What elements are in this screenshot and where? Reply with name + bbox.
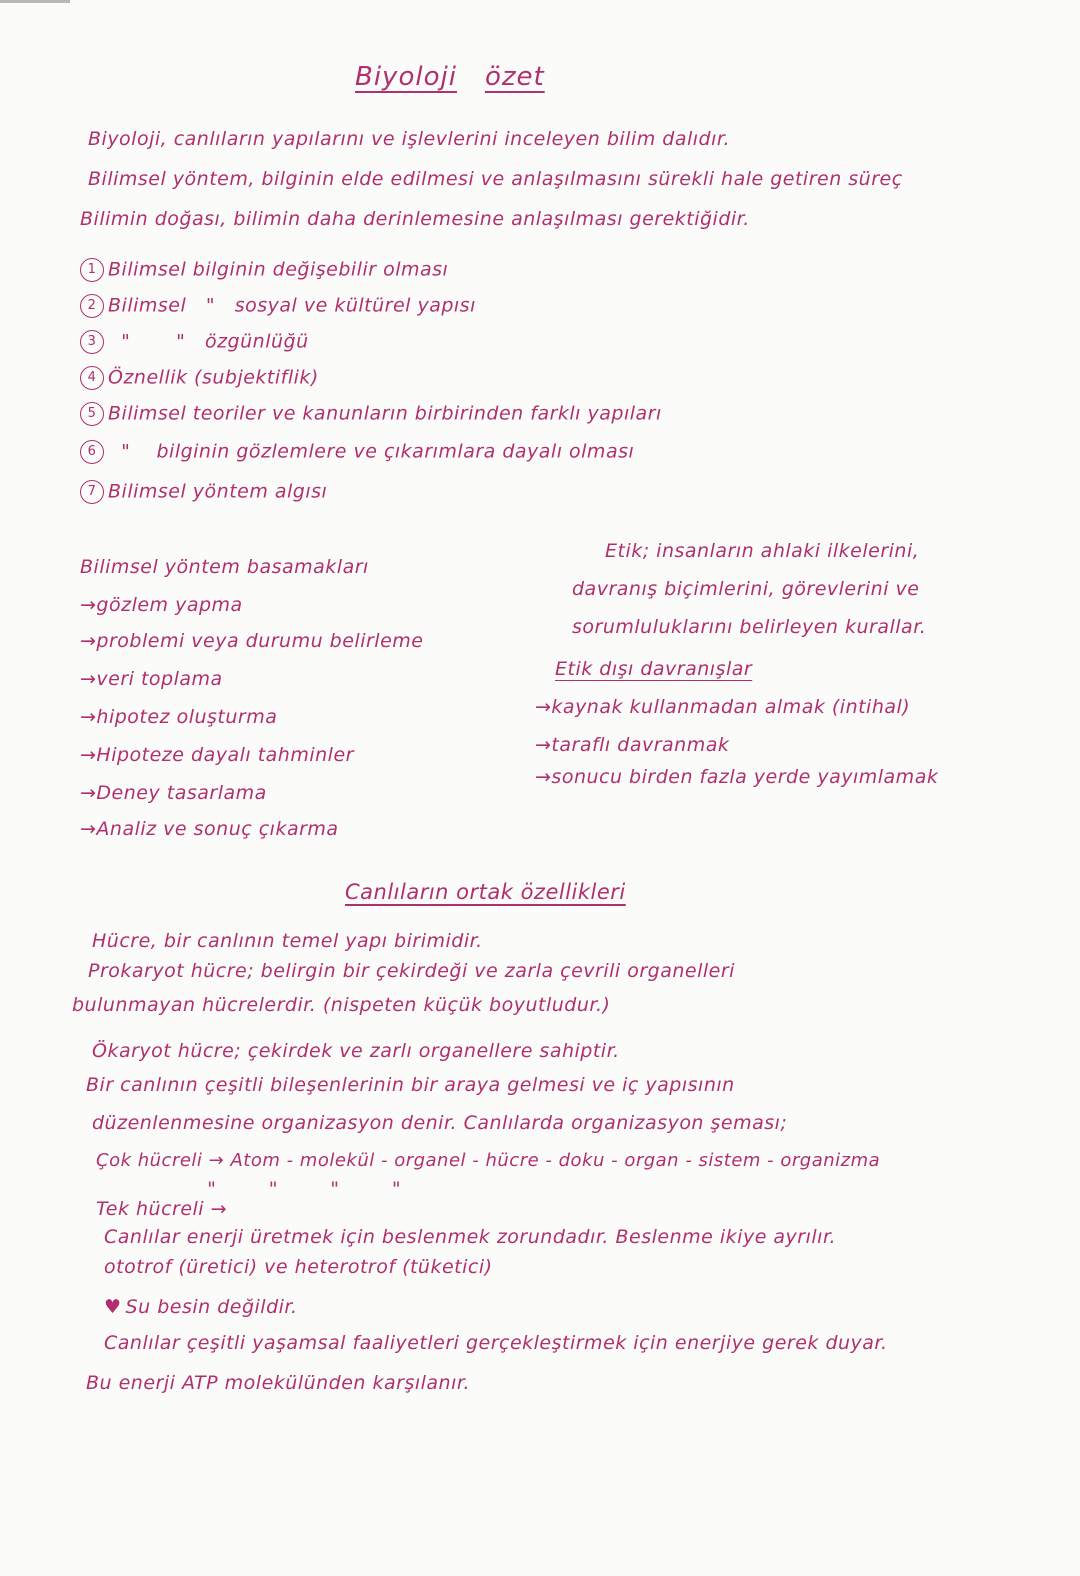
common-line: düzenlenmesine organizasyon denir. Canlılarda organizasyon şeması; xyxy=(92,1112,788,1134)
common-line: Çok hücreli → Atom - molekül - organel - hücre - doku - organ - sistem - organizma xyxy=(96,1150,881,1171)
paper-edge-mark xyxy=(0,0,70,3)
common-line: Canlılar çeşitli yaşamsal faaliyetleri gerçekleştirmek için enerjiye gerek duyar. xyxy=(104,1332,888,1354)
common-line: Tek hücreli → xyxy=(96,1198,228,1220)
step-item: →Analiz ve sonuç çıkarma xyxy=(80,818,339,840)
number-badge: 5 xyxy=(80,402,104,426)
step-item: →veri toplama xyxy=(80,668,223,690)
steps-heading: Bilimsel yöntem basamakları xyxy=(80,556,369,578)
ethics-definition: davranış biçimlerini, görevlerini ve xyxy=(572,578,920,600)
numbered-item-text: Öznellik (subjektiflik) xyxy=(108,366,319,389)
numbered-item xyxy=(80,480,327,504)
number-badge: 4 xyxy=(80,366,104,390)
ethics-heading: Etik dışı davranışlar xyxy=(555,658,753,680)
common-line: Prokaryot hücre; belirgin bir çekirdeği ve zarla çevrili organelleri xyxy=(88,960,735,982)
numbered-item xyxy=(80,258,448,282)
numbered-item xyxy=(80,402,662,426)
common-line: Hücre, bir canlının temel yapı birimidir. xyxy=(92,930,483,952)
numbered-item xyxy=(80,440,634,464)
common-line: bulunmayan hücrelerdir. (nispeten küçük boyutludur.) xyxy=(72,994,611,1016)
common-line xyxy=(104,1296,298,1318)
numbered-item xyxy=(80,294,476,318)
numbered-item-text: Bilimsel yöntem algısı xyxy=(108,480,328,503)
common-line-text: Su besin değildir. xyxy=(125,1296,298,1318)
ethics-item: →kaynak kullanmadan almak (intihal) xyxy=(535,696,911,718)
step-item: →gözlem yapma xyxy=(80,594,243,616)
numbered-item xyxy=(80,366,319,390)
numbered-item-text: " bilginin gözlemlere ve çıkarımlara dayalı olması xyxy=(108,440,635,463)
number-badge: 6 xyxy=(80,440,104,464)
intro-line: Bilimin doğası, bilimin daha derinlemesine anlaşılması gerektiğidir. xyxy=(80,208,750,230)
numbered-item-text: " " özgünlüğü xyxy=(108,330,309,353)
number-badge: 7 xyxy=(80,480,104,504)
title-word-1: Biyoloji xyxy=(355,62,457,92)
common-line: Bir canlının çeşitli bileşenlerinin bir araya gelmesi ve iç yapısının xyxy=(86,1074,735,1096)
step-item: →hipotez oluşturma xyxy=(80,706,278,728)
number-badge: 3 xyxy=(80,330,104,354)
intro-line: Biyoloji, canlıların yapılarını ve işlevlerini inceleyen bilim dalıdır. xyxy=(88,128,730,150)
common-line: Bu enerji ATP molekülünden karşılanır. xyxy=(86,1372,470,1394)
common-line: " " " " xyxy=(96,1178,402,1200)
ethics-item: →taraflı davranmak xyxy=(535,734,730,756)
step-item: →problemi veya durumu belirleme xyxy=(80,630,424,652)
ethics-definition: Etik; insanların ahlaki ilkelerini, xyxy=(605,540,920,562)
step-item: →Deney tasarlama xyxy=(80,782,267,804)
numbered-item xyxy=(80,330,309,354)
intro-line: Bilimsel yöntem, bilginin elde edilmesi ve anlaşılmasını sürekli hale getiren süreç xyxy=(88,168,903,190)
step-item: →Hipoteze dayalı tahminler xyxy=(80,744,354,766)
common-line: ototrof (üretici) ve heterotrof (tüketici) xyxy=(104,1256,493,1278)
ethics-definition: sorumluluklarını belirleyen kurallar. xyxy=(572,616,927,638)
page-title xyxy=(355,62,573,92)
numbered-item-text: Bilimsel bilginin değişebilir olması xyxy=(108,258,449,281)
heart-icon: ♥ xyxy=(104,1296,122,1318)
number-badge: 1 xyxy=(80,258,104,282)
common-line: Ökaryot hücre; çekirdek ve zarlı organellere sahiptir. xyxy=(92,1040,620,1062)
numbered-item-text: Bilimsel teoriler ve kanunların birbirinden farklı yapıları xyxy=(108,402,662,425)
common-line: Canlılar enerji üretmek için beslenmek zorundadır. Beslenme ikiye ayrılır. xyxy=(104,1226,837,1248)
number-badge: 2 xyxy=(80,294,104,318)
ethics-item: →sonucu birden fazla yerde yayımlamak xyxy=(535,766,939,788)
title-word-2: özet xyxy=(484,62,545,92)
numbered-item-text: Bilimsel " sosyal ve kültürel yapısı xyxy=(108,294,476,317)
common-heading: Canlıların ortak özellikleri xyxy=(345,880,626,904)
